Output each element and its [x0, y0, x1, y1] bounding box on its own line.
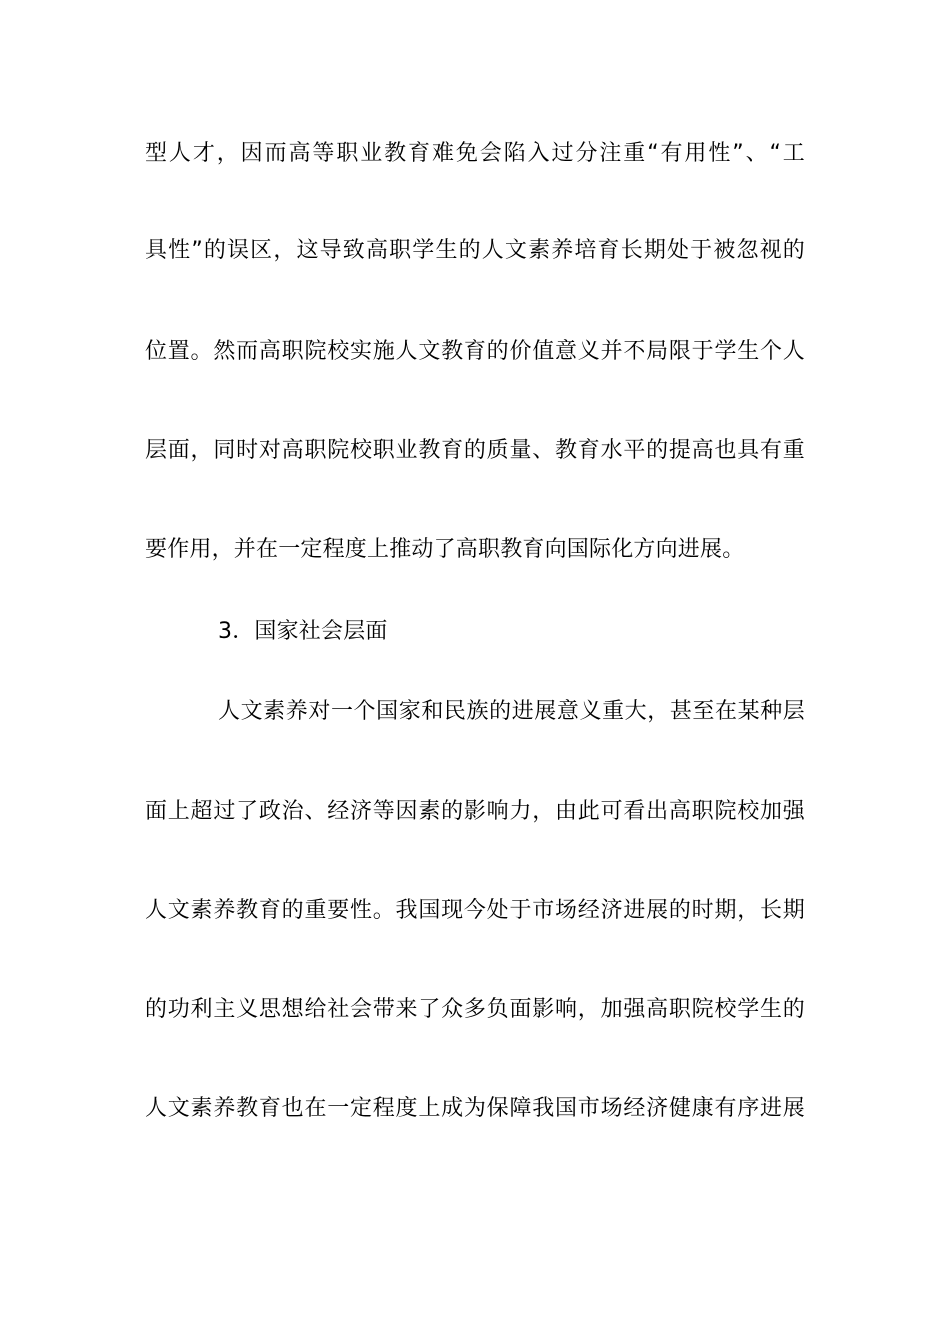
paragraph-line: 面上超过了政治、经济等因素的影响力，由此可看出高职院校加强	[145, 799, 805, 824]
paragraph-line: 的功利主义思想给社会带来了众多负面影响，加强高职院校学生的	[145, 997, 805, 1022]
body-text-line: 位置。然而高职院校实施人文教育的价值意义并不局限于学生个人	[145, 339, 805, 364]
body-text-line: 要作用，并在一定程度上推动了高职教育向国际化方向进展。	[145, 537, 745, 562]
section-heading: 3．国家社会层面	[218, 619, 388, 644]
body-text-line: 型人才，因而高等职业教育难免会陷入过分注重“有用性”、“工	[145, 141, 805, 166]
body-text-line: 层面，同时对高职院校职业教育的质量、教育水平的提高也具有重	[145, 438, 805, 463]
body-text-line: 具性”的误区，这导致高职学生的人文素养培育长期处于被忽视的	[145, 238, 805, 263]
paragraph-line: 人文素养教育的重要性。我国现今处于市场经济进展的时期，长期	[145, 898, 805, 923]
paragraph-first-line: 人文素养对一个国家和民族的进展意义重大，甚至在某种层	[218, 699, 805, 724]
paragraph-line: 人文素养教育也在一定程度上成为保障我国市场经济健康有序进展	[145, 1096, 805, 1121]
